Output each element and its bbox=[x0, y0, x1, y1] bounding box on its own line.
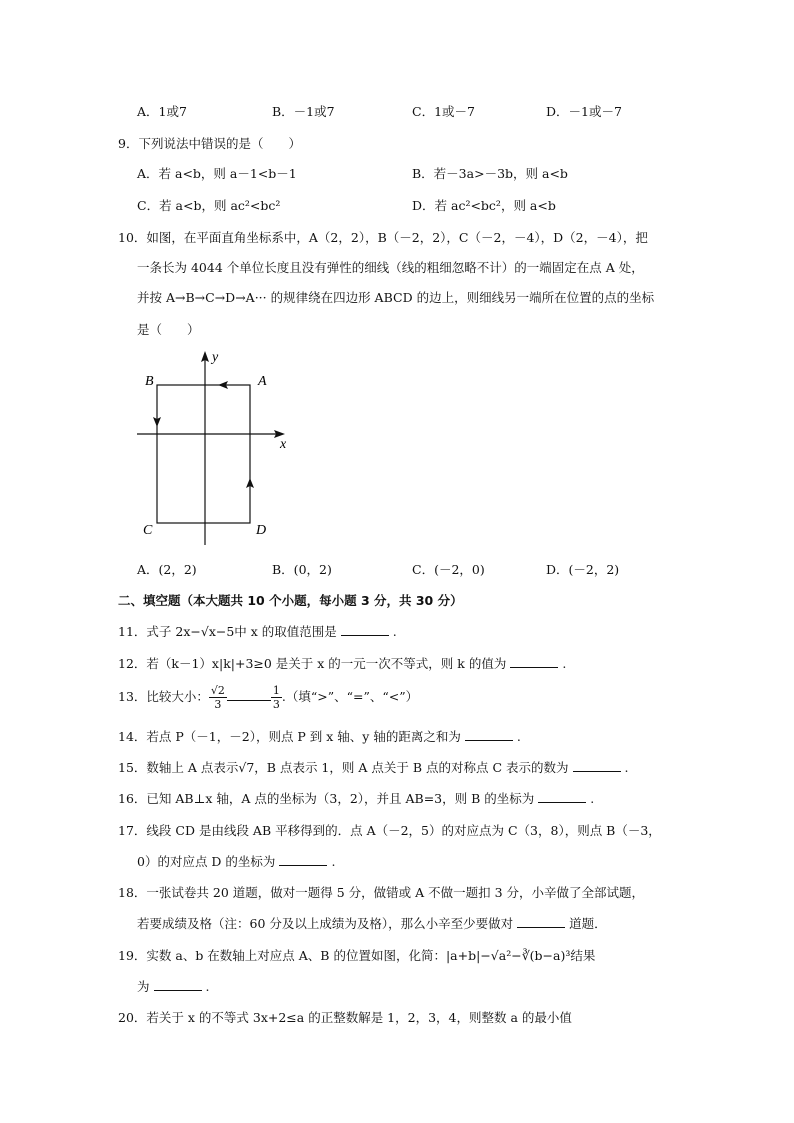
label-d: D bbox=[256, 523, 267, 538]
answer-blank[interactable] bbox=[341, 624, 389, 636]
q8-option-d: D．－1或－7 bbox=[546, 104, 622, 119]
q18-end: 道题． bbox=[569, 916, 607, 931]
q10-line-4: 是（ ） bbox=[137, 322, 200, 337]
q14 bbox=[118, 729, 521, 745]
numerator: √2 bbox=[210, 684, 225, 697]
q15-text: 15．数轴上 A 点表示√7，B 点表示 1，则 A 点关于 B 点的对称点 C 表示的数为 bbox=[118, 760, 569, 775]
q10-figure bbox=[130, 348, 300, 556]
q10-option-c: C．(－2，0) bbox=[412, 562, 485, 577]
q18-line-2 bbox=[137, 916, 607, 932]
q10-line-3: 并按 A→B→C→D→A··· 的规律绕在四边形 ABCD 的边上，则细线另一端所在位置的点的坐标 bbox=[137, 290, 655, 305]
q10-option-a: A．(2，2) bbox=[137, 562, 197, 577]
answer-blank[interactable] bbox=[517, 916, 565, 928]
q13 bbox=[118, 683, 418, 711]
q13-text: 13．比较大小： bbox=[118, 689, 209, 704]
answer-blank[interactable] bbox=[154, 979, 202, 991]
answer-blank[interactable] bbox=[227, 689, 271, 701]
q19-end: . bbox=[205, 979, 210, 994]
q11 bbox=[118, 624, 397, 640]
q11-text: 11．式子 2x−√x−5中 x 的取值范围是 bbox=[118, 624, 337, 639]
q9-stem: 9．下列说法中错误的是（ ） bbox=[118, 136, 301, 151]
answer-blank[interactable] bbox=[573, 760, 621, 772]
q19-text: 为 bbox=[137, 979, 150, 994]
answer-blank[interactable] bbox=[510, 656, 558, 668]
q12-end: . bbox=[562, 656, 567, 671]
q10-line-2: 一条长为 4044 个单位长度且没有弹性的细线（线的粗细忽略不计）的一端固定在点 A 处， bbox=[137, 260, 644, 275]
q20-line-1: 20．若关于 x 的不等式 3x+2≤a 的正整数解是 1，2，3，4，则整数 a 的最小值 bbox=[118, 1010, 572, 1025]
coordinate-diagram bbox=[130, 348, 300, 553]
label-b: B bbox=[145, 374, 154, 389]
denominator: 3 bbox=[272, 698, 280, 711]
label-x: x bbox=[280, 437, 287, 452]
fraction-sqrt2-over-3 bbox=[209, 684, 227, 711]
q18-line-1: 18．一张试卷共 20 道题，做对一题得 5 分，做错或 A 不做一题扣 3 分，小辛做了全部试题， bbox=[118, 885, 645, 900]
answer-blank[interactable] bbox=[465, 729, 513, 741]
label-y: y bbox=[212, 350, 219, 365]
label-c: C bbox=[143, 523, 153, 538]
fraction-1-over-3 bbox=[271, 684, 282, 711]
q8-option-a: A．1或7 bbox=[137, 104, 187, 119]
q16-end: . bbox=[590, 791, 595, 806]
q15 bbox=[118, 760, 629, 776]
q10-option-d: D．(－2，2) bbox=[546, 562, 620, 577]
q17-line-2 bbox=[137, 854, 335, 870]
q14-text: 14．若点 P（－1，－2），则点 P 到 x 轴、y 轴的距离之和为 bbox=[118, 729, 461, 744]
answer-blank[interactable] bbox=[279, 854, 327, 866]
q16-text: 16．已知 AB⊥x 轴，A 点的坐标为（3，2），并且 AB=3，则 B 的坐标为 bbox=[118, 791, 535, 806]
q17-text: 0）的对应点 D 的坐标为 bbox=[137, 854, 276, 869]
q8-option-c: C．1或－7 bbox=[412, 104, 475, 119]
q11-end: . bbox=[392, 624, 397, 639]
q13-end: .（填“>”、“=”、“<”） bbox=[281, 689, 419, 704]
label-a: A bbox=[258, 374, 267, 389]
section-2-heading: 二、填空题（本大题共 10 个小题，每小题 3 分，共 30 分） bbox=[118, 593, 463, 608]
rectangle-abcd bbox=[157, 385, 250, 523]
q16 bbox=[118, 791, 594, 807]
q9-option-d: D．若 ac²<bc²，则 a<b bbox=[412, 198, 556, 213]
answer-blank[interactable] bbox=[538, 791, 586, 803]
q8-option-b: B．－1或7 bbox=[272, 104, 335, 119]
q15-end: . bbox=[624, 760, 629, 775]
q17-line-1: 17．线段 CD 是由线段 AB 平移得到的．点 A（－2，5）的对应点为 C（3，8），则点 B（－3， bbox=[118, 823, 661, 838]
q9-option-c: C．若 a<b，则 ac²<bc² bbox=[137, 198, 281, 213]
q9-option-a: A．若 a<b，则 a－1<b－1 bbox=[137, 166, 297, 181]
q19-line-1: 19．实数 a、b 在数轴上对应点 A、B 的位置如图，化简：|a+b|−√a²−∛(b−a)³结果 bbox=[118, 948, 596, 963]
q19-line-2 bbox=[137, 979, 210, 995]
q12-text: 12．若（k－1）x|k|+3≥0 是关于 x 的一元一次不等式，则 k 的值为 bbox=[118, 656, 507, 671]
q12 bbox=[118, 656, 566, 672]
q10-line-1: 10．如图，在平面直角坐标系中，A（2，2），B（－2，2），C（－2，－4），D（2，－4），把 bbox=[118, 230, 648, 245]
q17-end: . bbox=[331, 854, 336, 869]
q14-end: . bbox=[516, 729, 521, 744]
q18-text: 若要成绩及格（注：60 分及以上成绩为及格），那么小辛至少要做对 bbox=[137, 916, 514, 931]
denominator: 3 bbox=[214, 698, 222, 711]
numerator: 1 bbox=[272, 684, 280, 697]
q9-option-b: B．若－3a>－3b，则 a<b bbox=[412, 166, 568, 181]
q10-option-b: B．(0，2) bbox=[272, 562, 332, 577]
